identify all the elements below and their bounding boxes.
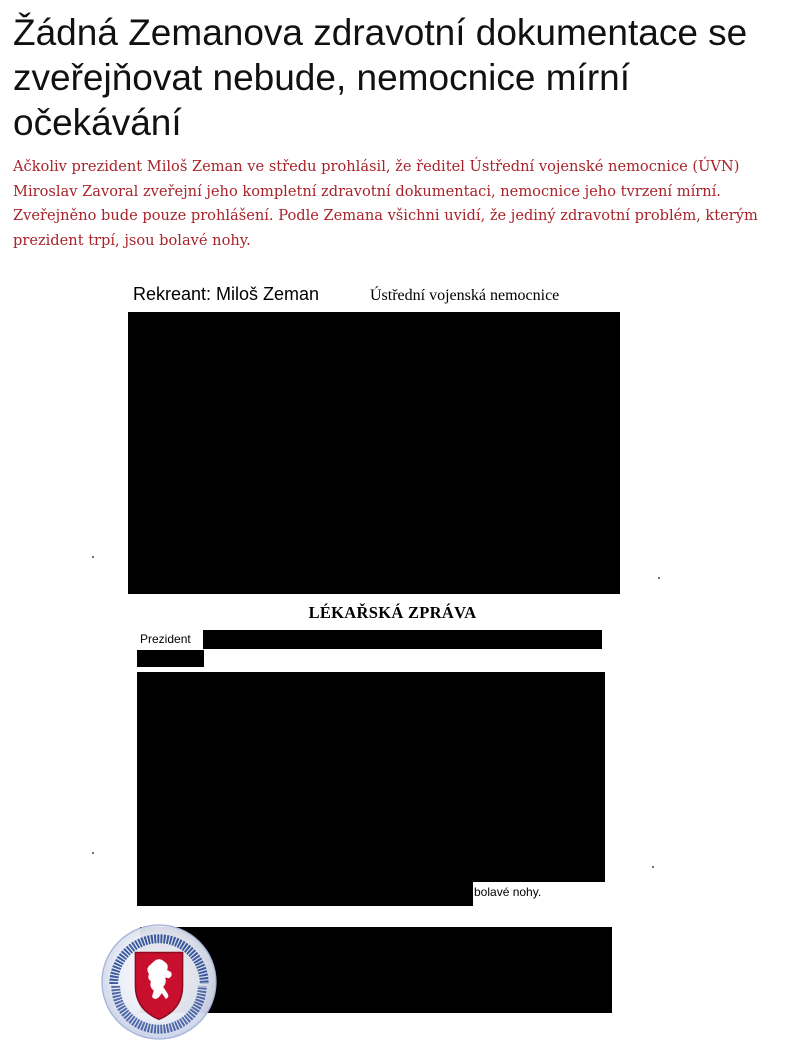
redaction-bar-second-line bbox=[137, 650, 204, 667]
article-headline: Žádná Zemanova zdravotní dokumentace se zveřejňovat nebude, nemocnice mírní očekávání bbox=[13, 12, 748, 143]
parlamentni-listy-seal-logo bbox=[100, 923, 218, 1041]
hospital-name: Ústřední vojenská nemocnice bbox=[370, 287, 560, 304]
scan-speck bbox=[92, 852, 94, 854]
redaction-block-body bbox=[137, 672, 605, 882]
redaction-block-body-tail bbox=[137, 880, 473, 906]
report-title: LÉKAŘSKÁ ZPRÁVA bbox=[308, 603, 477, 622]
scan-speck bbox=[652, 866, 654, 868]
scan-speck bbox=[92, 556, 94, 558]
redaction-bar-president bbox=[203, 630, 602, 649]
patient-label: Rekreant: Miloš Zeman bbox=[133, 284, 320, 304]
article-lead: Ačkoliv prezident Miloš Zeman ve středu prohlásil, že ředitel Ústřední vojenské nemocnice (ÚVN) Miroslav Zavoral zveřejní jeho kompletní zdravotní dokumentaci, nemocnice jeho tvrzení mírní. Zveřejněno bude pouze prohlášení. Podle Zemana všichni uvidí, že jediný zdravotní problém, kterým prezident trpí, jsou bolavé nohy. bbox=[13, 158, 758, 249]
president-label: Prezident bbox=[140, 632, 191, 646]
visible-fragment: bolavé nohy. bbox=[474, 885, 542, 899]
redaction-block-header bbox=[128, 312, 620, 594]
scan-speck bbox=[658, 577, 660, 579]
